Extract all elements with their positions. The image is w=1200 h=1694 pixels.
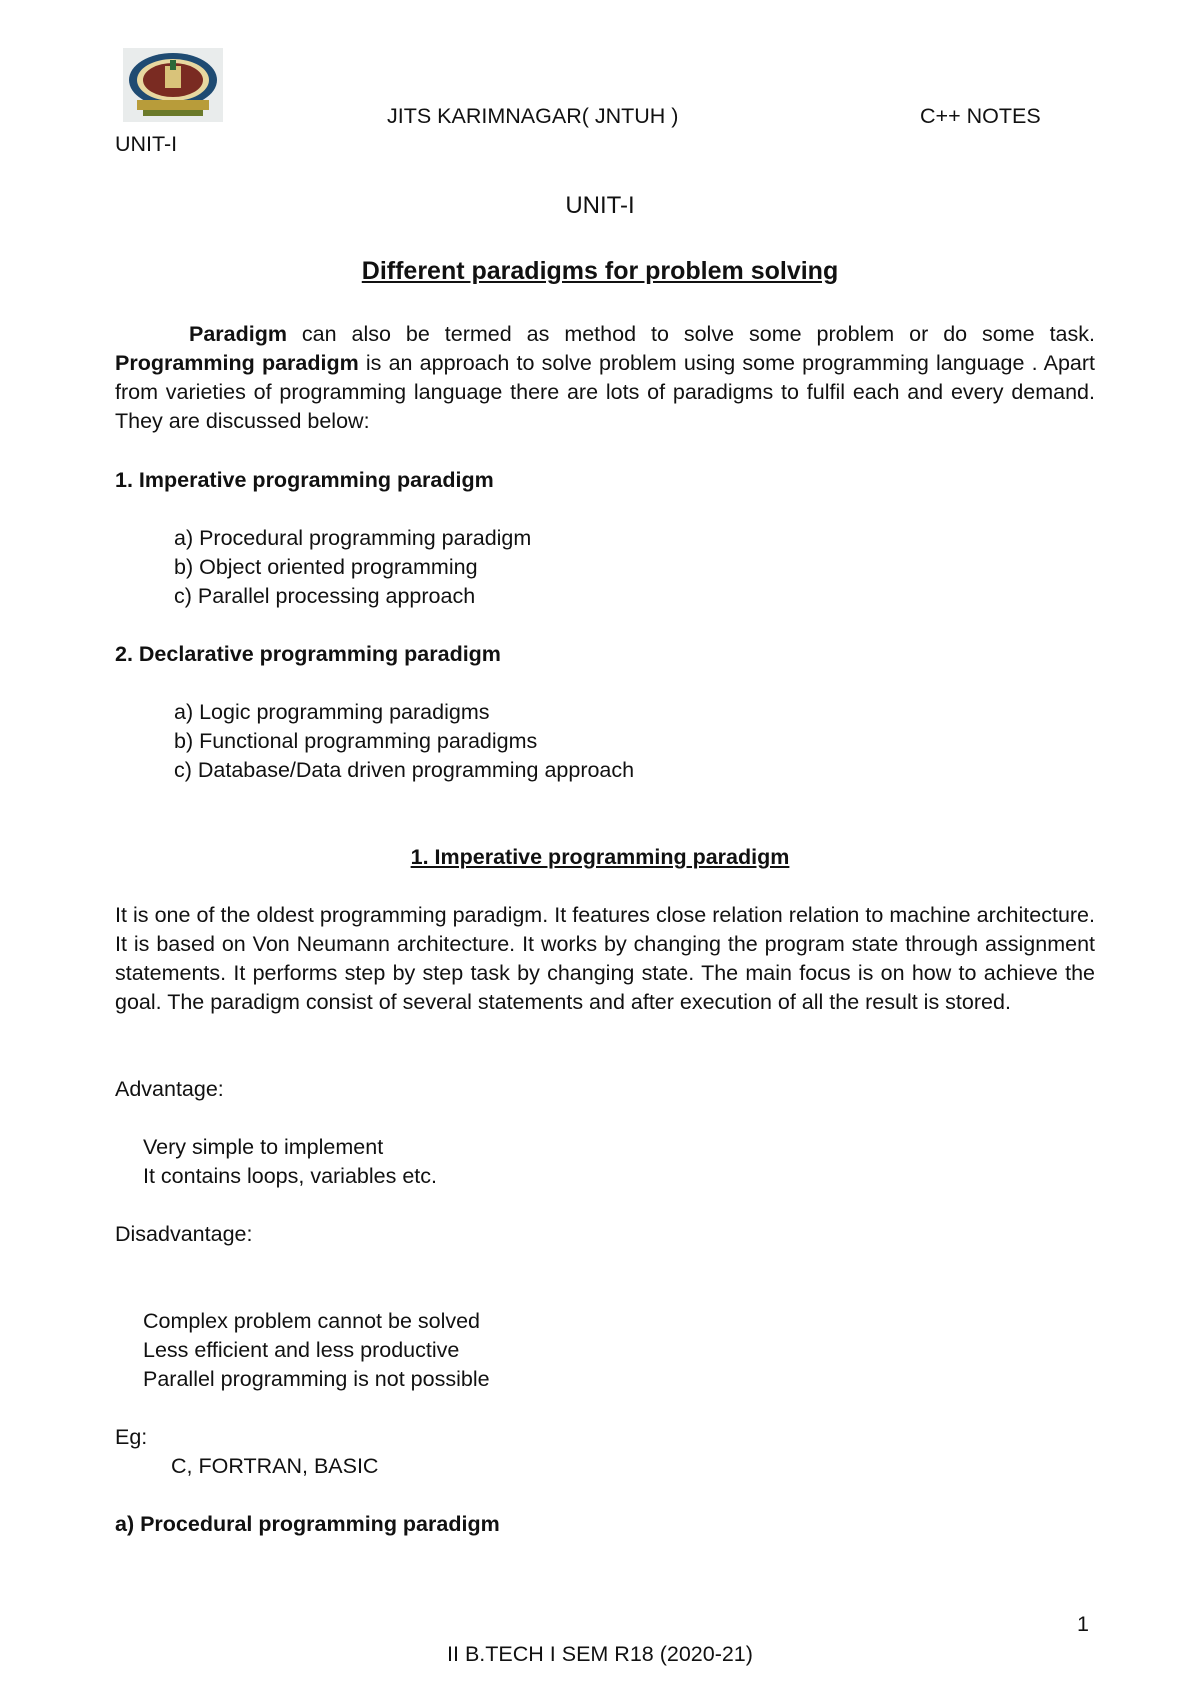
intro-text-2: is an approach to solve problem using some programming language . Apart from varieties of programming language there are lots of paradigms to fulfil each and every demand. They are discussed below: — [115, 351, 1095, 433]
list-item: It contains loops, variables etc. — [143, 1164, 437, 1188]
header-unit: UNIT-I — [115, 132, 178, 156]
header-subject: C++ NOTES — [920, 104, 1041, 128]
term-programming-paradigm: Programming paradigm — [115, 351, 359, 375]
imperative-heading: 1. Imperative programming paradigm — [410, 845, 790, 869]
page-title: Different paradigms for problem solving — [361, 257, 839, 285]
eg-value: C, FORTRAN, BASIC — [171, 1454, 379, 1478]
intro-text-1: can also be termed as method to solve some problem or do some task. — [286, 322, 1095, 346]
unit-heading: UNIT-I — [565, 192, 635, 219]
procedural-heading: a) Procedural programming paradigm — [115, 1512, 500, 1536]
imperative-body: It is one of the oldest programming paradigm. It features close relation relation to machine architecture. It is based on Von Neumann architecture. It works by changing the program state through assignment statements. It performs step by step task by changing state. The main focus is on how to achieve the goal. The paradigm consist of several statements and after execution of all the result is stored. — [115, 903, 1095, 1014]
list-item: a) Logic programming paradigms — [174, 700, 490, 724]
list-item: Complex problem cannot be solved — [143, 1309, 481, 1333]
term-paradigm: Paradigm — [189, 322, 287, 346]
list-item: b) Object oriented programming — [174, 555, 478, 579]
eg-label: Eg: — [115, 1425, 148, 1449]
list-item: Very simple to implement — [143, 1135, 384, 1159]
list-item: Less efficient and less productive — [143, 1338, 460, 1362]
list-item: c) Database/Data driven programming approach — [174, 758, 635, 782]
college-logo-icon — [123, 48, 223, 122]
section1-heading: 1. Imperative programming paradigm — [115, 468, 494, 492]
list-item: Parallel programming is not possible — [143, 1367, 490, 1391]
footer-text: II B.TECH I SEM R18 (2020-21) — [447, 1642, 753, 1666]
header-institution: JITS KARIMNAGAR( JNTUH ) — [387, 104, 679, 128]
list-item: c) Parallel processing approach — [174, 584, 476, 608]
intro-paragraph — [115, 320, 1095, 436]
disadvantage-label: Disadvantage: — [115, 1222, 253, 1246]
list-item: b) Functional programming paradigms — [174, 729, 538, 753]
advantage-label: Advantage: — [115, 1077, 224, 1101]
page-number: 1 — [1077, 1612, 1089, 1636]
section2-heading: 2. Declarative programming paradigm — [115, 642, 501, 666]
list-item: a) Procedural programming paradigm — [174, 526, 532, 550]
